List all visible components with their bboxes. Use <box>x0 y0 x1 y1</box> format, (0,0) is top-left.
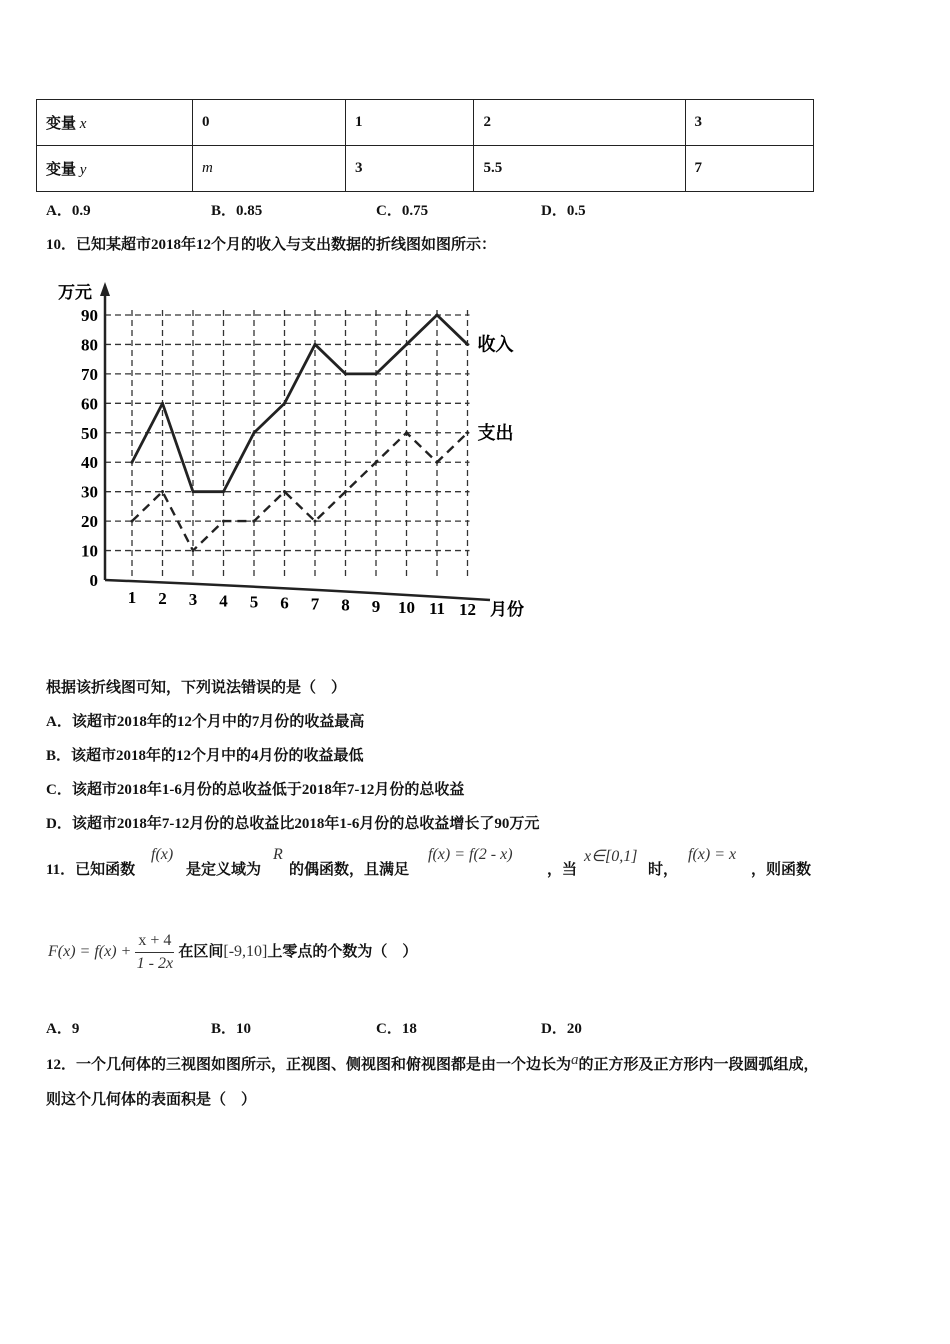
y-axis-arrow-icon <box>100 282 110 296</box>
q11-fraction-numerator: x + 4 <box>135 932 174 953</box>
table-cell: 0 <box>193 100 346 146</box>
y-tick-label: 50 <box>81 423 98 443</box>
q11-option-a[interactable]: A．9 <box>46 1021 80 1037</box>
q11-stem-b: 是定义域为 <box>186 862 262 878</box>
chart-grid <box>105 310 470 578</box>
data-point <box>375 372 378 375</box>
data-point <box>253 431 256 434</box>
table-cell: 3 <box>346 146 474 192</box>
q9-option-c[interactable]: C．0.75 <box>376 203 429 219</box>
q11-condition-2: x∈[0,1] <box>584 848 638 865</box>
y-tick-label: 0 <box>89 571 98 590</box>
data-point <box>253 520 256 523</box>
data-point <box>131 461 134 464</box>
x-tick-label: 4 <box>219 591 228 611</box>
table-cell: 变量 x <box>37 100 193 146</box>
data-point <box>405 431 408 434</box>
x-tick-label: 5 <box>249 592 259 612</box>
q9-option-d[interactable]: D．0.5 <box>541 203 586 219</box>
q10-question: 根据该折线图可知，下列说法错误的是（ ） <box>46 680 347 696</box>
data-point <box>161 402 164 405</box>
variables-table <box>36 99 814 192</box>
data-point <box>466 431 469 434</box>
data-point <box>314 343 317 346</box>
q9-option-a[interactable]: A．0.9 <box>46 203 91 219</box>
x-tick-label: 3 <box>188 590 198 610</box>
x-tick-label: 1 <box>127 588 137 607</box>
x-tick-label: 10 <box>398 597 415 617</box>
q11-fraction <box>135 932 174 973</box>
table-cell: 5.5 <box>474 146 685 192</box>
q11-stem-g: 在区间 <box>178 944 224 961</box>
x-tick-label: 11 <box>428 599 446 618</box>
y-tick-label: 30 <box>81 482 98 502</box>
q11-option-c[interactable]: C．18 <box>376 1021 417 1037</box>
table-cell: 3 <box>685 100 814 146</box>
legend-label: 支出 <box>477 422 514 443</box>
q11-stem-d: ，当 <box>547 862 578 878</box>
q11-stem-e: 时， <box>648 862 679 878</box>
table-cell: 2 <box>474 100 685 146</box>
q11-option-d[interactable]: D．20 <box>541 1021 582 1037</box>
table-cell: m <box>193 146 346 192</box>
data-point <box>192 490 195 493</box>
q10-option-c[interactable]: C．该超市2018年1-6月份的总收益低于2018年7-12月份的总收益 <box>46 782 465 798</box>
q10-stem: 10．已知某超市2018年12个月的收入与支出数据的折线图如图所示： <box>46 237 497 253</box>
data-point <box>131 520 134 523</box>
data-point <box>405 343 408 346</box>
chart-axes <box>100 282 490 600</box>
table-cell: 1 <box>346 100 474 146</box>
data-point <box>436 314 439 317</box>
table-row <box>37 100 814 146</box>
y-tick-label: 70 <box>81 364 98 384</box>
y-tick-label: 90 <box>81 306 98 325</box>
y-tick-label: 40 <box>81 453 98 473</box>
q11-condition-1: f(x) = f(2 - x) <box>428 846 513 863</box>
data-point <box>344 490 347 493</box>
x-axis-label: 月份 <box>490 600 524 619</box>
q11-stem-c: 的偶函数，且满足 <box>289 862 410 878</box>
data-point <box>192 549 195 552</box>
data-point <box>466 343 469 346</box>
q11-stem-f: ，则函数 <box>751 862 812 878</box>
x-tick-label: 12 <box>459 600 476 620</box>
q10-option-b[interactable]: B．该超市2018年的12个月中的4月份的收益最低 <box>46 748 364 764</box>
q11-fx: f(x) <box>151 846 174 863</box>
q12-stem-line2: 则这个几何体的表面积是（ ） <box>46 1092 257 1108</box>
table-row <box>37 146 814 192</box>
q12-stem-a: 12．一个几何体的三视图如图所示，正视图、侧视图和俯视图都是由一个边长为 <box>46 1057 572 1073</box>
q11-condition-3: f(x) = x <box>688 846 737 863</box>
income-expense-chart <box>50 270 550 640</box>
table-cell: 变量 y <box>37 146 193 192</box>
q11-R: R <box>273 846 283 863</box>
y-tick-label: 10 <box>81 541 98 561</box>
data-point <box>283 490 286 493</box>
x-tick-label: 7 <box>310 594 320 614</box>
y-tick-label: 80 <box>81 335 98 355</box>
q11-formula <box>48 932 417 973</box>
x-tick-label: 9 <box>371 596 381 616</box>
q10-option-a[interactable]: A．该超市2018年的12个月中的7月份的收益最高 <box>46 714 365 730</box>
q11-stem-h: 上零点的个数为（ ） <box>267 944 418 961</box>
q11-stem-start: 11．已知函数 <box>46 862 136 878</box>
q11-fraction-denominator: 1 - 2x <box>136 955 174 972</box>
data-point <box>222 490 225 493</box>
table-cell: 7 <box>685 146 814 192</box>
data-point <box>375 461 378 464</box>
q9-option-b[interactable]: B．0.85 <box>211 203 263 219</box>
x-tick-label: 6 <box>280 593 289 613</box>
q12-var-a: a <box>571 1052 579 1068</box>
q12-stem-line1 <box>46 1053 819 1074</box>
data-point <box>314 520 317 523</box>
q11-option-b[interactable]: B．10 <box>211 1021 252 1037</box>
y-axis-label: 万元 <box>58 283 92 302</box>
y-tick-label: 60 <box>81 394 98 414</box>
x-tick-label: 2 <box>158 589 167 609</box>
data-point <box>283 402 286 405</box>
legend-label: 收入 <box>477 334 514 355</box>
q12-stem-b: 的正方形及正方形内一段圆弧组成， <box>578 1057 819 1073</box>
data-point <box>344 372 347 375</box>
x-tick-label: 8 <box>341 595 350 615</box>
data-point <box>161 490 164 493</box>
q11-interval: [-9,10] <box>223 943 268 961</box>
q11-F-lhs: F(x) = f(x) + <box>48 943 132 961</box>
q10-option-d[interactable]: D．该超市2018年7-12月份的总收益比2018年1-6月份的总收益增长了90万元 <box>46 816 540 832</box>
data-point <box>222 520 225 523</box>
data-point <box>436 461 439 464</box>
y-tick-label: 20 <box>81 512 98 532</box>
